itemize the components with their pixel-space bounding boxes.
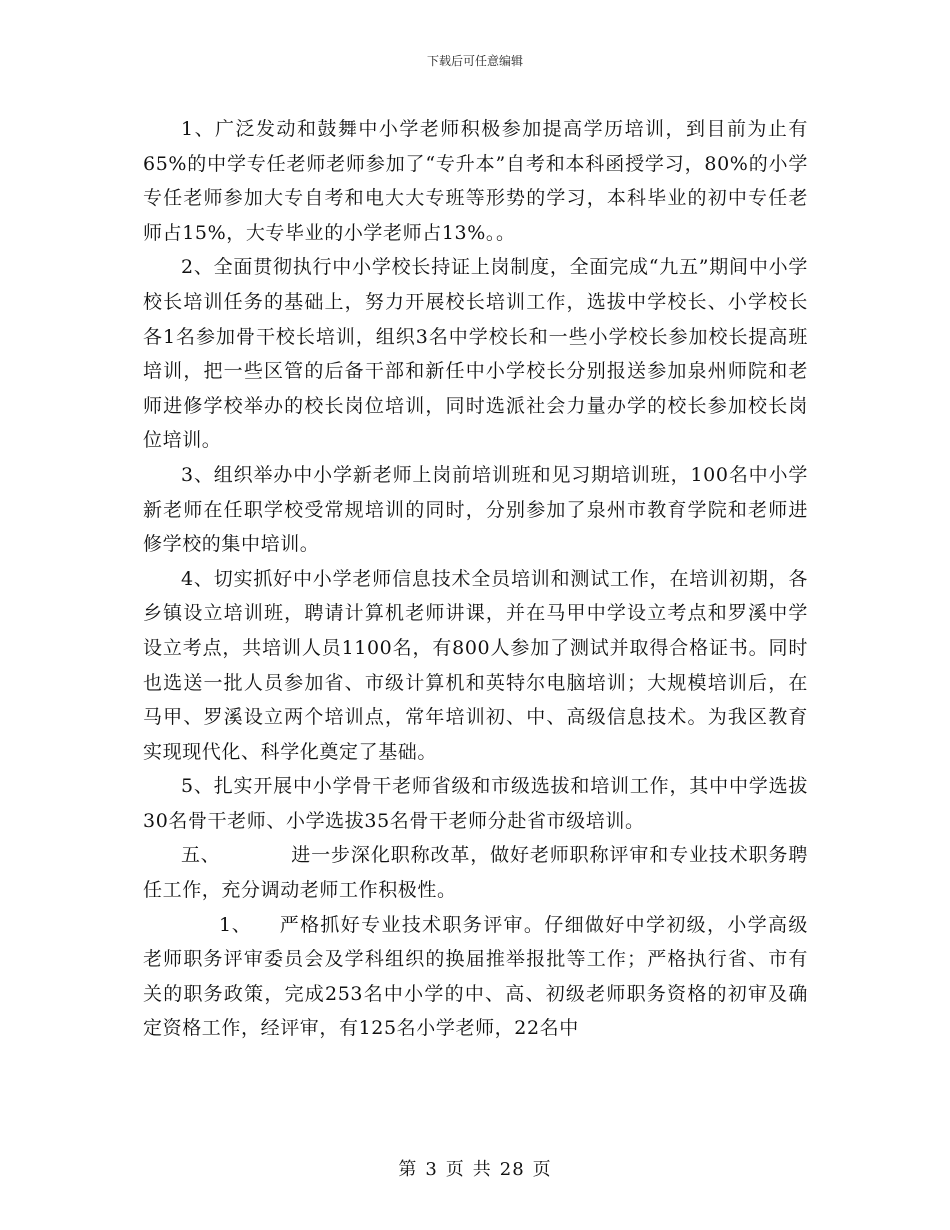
section-text: 进一步深化职称改革，做好老师职称评审和专业技术职务聘任工作，充分调动老师工作积极性。 — [143, 844, 808, 902]
item-number: 1、 — [219, 913, 252, 936]
item-text: 严格抓好专业技术职务评审。仔细做好中学初级，小学高级老师职务评审委员会及学科组织的换届推举报批等工作；严格执行省、市有关的职务政策，完成253名中小学的中、高、初级老师职务资格的初审及确定资格工作，经评审，有125名小学老师，22名中 — [143, 913, 808, 1040]
document-body — [143, 112, 808, 1046]
footer-page-number: 3 — [425, 1159, 438, 1180]
section-five-heading — [143, 838, 808, 907]
footer-prefix: 第 — [398, 1159, 418, 1180]
header-note: 下载后可任意编辑 — [426, 54, 523, 68]
footer-total-unit: 页 — [532, 1159, 552, 1180]
paragraph-4: 4、切实抓好中小学老师信息技术全员培训和测试工作，在培训初期，各乡镇设立培训班，聘请计算机老师讲课，并在马甲中学设立考点和罗溪中学设立考点，共培训人员1100名，有800人参加了测试并取得合格证书。同时也选送一批人员参加省、市级计算机和英特尔电脑培训；大规模培训后，在马甲、罗溪设立两个培训点，常年培训初、中、高级信息技术。为我区教育实现现代化、科学化奠定了基础。 — [143, 567, 808, 763]
paragraph-3: 3、组织举办中小学新老师上岗前培训班和见习期培训班，100名中小学新老师在任职学校受常规培训的同时，分别参加了泉州市教育学院和老师进修学校的集中培训。 — [143, 463, 808, 556]
paragraph-5: 5、扎实开展中小学骨干老师省级和市级选拔和培训工作，其中中学选拔30名骨干老师、小学选拔35名骨干老师分赴省市级培训。 — [143, 775, 808, 832]
page-footer — [0, 1155, 950, 1181]
footer-total-prefix: 共 — [472, 1159, 492, 1180]
paragraph-1: 1、广泛发动和鼓舞中小学老师积极参加提高学历培训，到目前为止有65%的中学专任老师老师参加了“专升本”自考和本科函授学习，80%的小学专任老师参加大专自考和电大大专班等形势的学习，本科毕业的初中专任老师占15%，大专毕业的小学老师占13%。。 — [143, 118, 808, 244]
footer-page-unit: 页 — [445, 1159, 465, 1180]
paragraph-2: 2、全面贯彻执行中小学校长持证上岗制度，全面完成“九五”期间中小学校长培训任务的基础上，努力开展校长培训工作，选拔中学校长、小学校长各1名参加骨干校长培训，组织3名中学校长和一些小学校长参加校长提高班培训，把一些区管的后备干部和新任中小学校长分别报送参加泉州师院和老师进修学校举办的校长岗位培训，同时选派社会力量办学的校长参加校长岗位培训。 — [143, 256, 808, 452]
item-one-paragraph — [143, 908, 808, 1046]
section-number: 五、 — [181, 844, 221, 867]
footer-total-pages: 28 — [499, 1159, 525, 1180]
